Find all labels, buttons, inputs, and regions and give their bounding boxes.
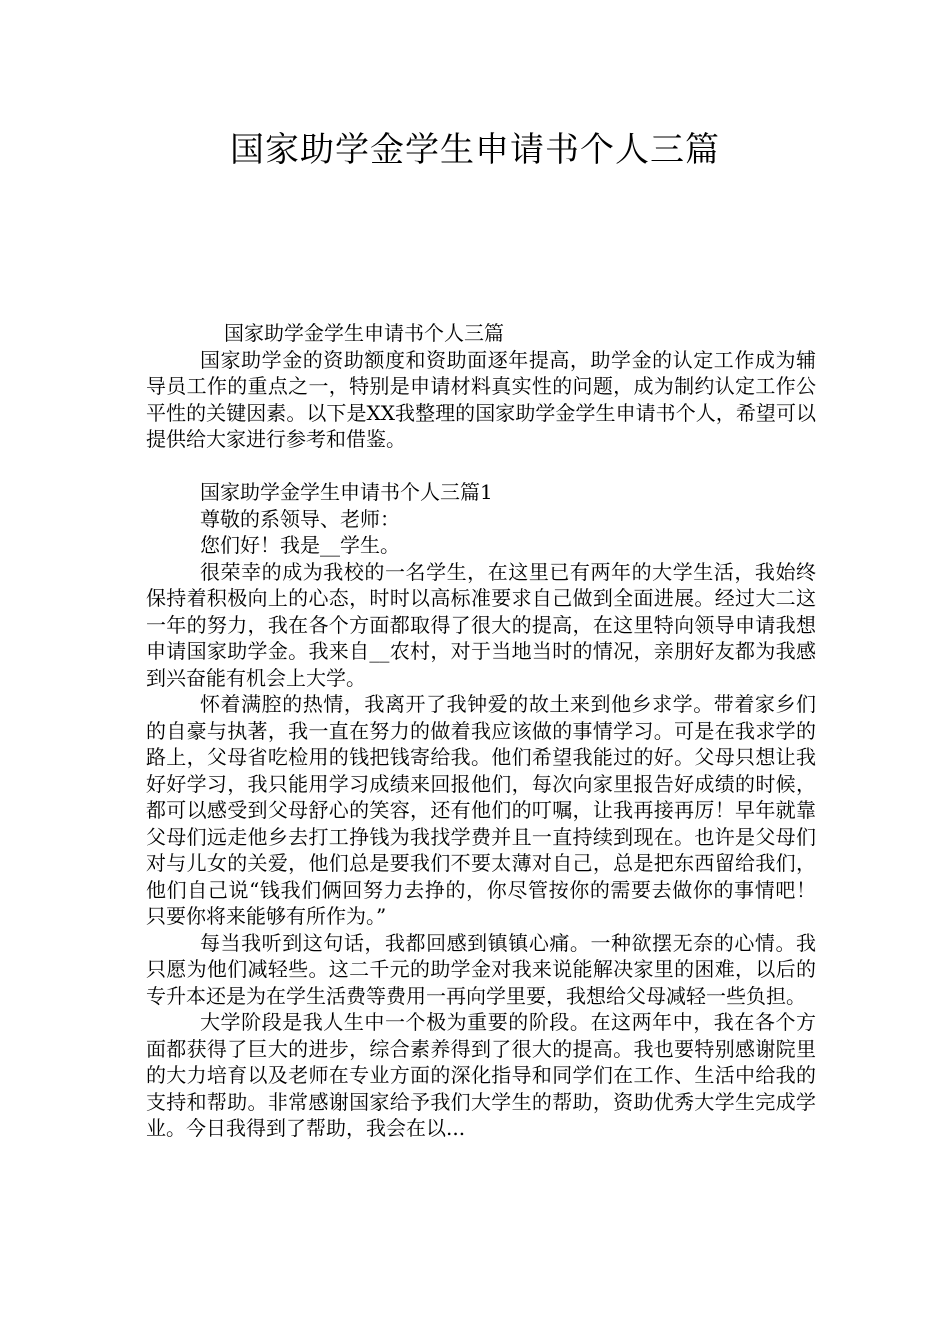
body-paragraph: 很荣幸的成为我校的一名学生，在这里已有两年的大学生活，我始终保持着积极向上的心态，时时以高标准要求自己做到全面进展。经过大二这一年的努力，我在各个方面都取得了很大的提高，在这里特向领导申请我想申请国家助学金。我来自__农村，对于当地当时的情况，亲朋好友都为我感到兴奋能有机会上大学。	[146, 559, 816, 690]
blank-line	[146, 453, 816, 480]
body-paragraph: 每当我听到这句话，我都回感到镇镇心痛。一种欲摆无奈的心情。我只愿为他们减轻些。这二千元的助学金对我来说能解决家里的困难，以后的专升本还是为在学生活费等费用一再向学里要，我想给父母减轻一些负担。	[146, 930, 816, 1008]
document-title: 国家助学金学生申请书个人三篇	[230, 130, 720, 170]
section-heading: 国家助学金学生申请书个人三篇1	[200, 480, 493, 504]
document-subtitle: 国家助学金学生申请书个人三篇	[224, 321, 504, 345]
body-paragraph: 怀着满腔的热情，我离开了我钟爱的故土来到他乡求学。带着家乡们的自豪与执著，我一直在努力的做着我应该做的事情学习。可是在我求学的路上，父母省吃检用的钱把钱寄给我。他们希望我能过的好。父母只想让我好好学习，我只能用学习成绩来回报他们，每次向家里报告好成绩的时候，都可以感受到父母舒心的笑容，还有他们的叮嘱，让我再接再厉！早年就靠父母们远走他乡去打工挣钱为我找学费并且一直持续到现在。也许是父母们对与儿女的关爱，他们总是要我们不要太薄对自己，总是把东西留给我们，他们自己说“钱我们俩回努力去挣的，你尽管按你的需要去做你的事情吧！只要你将来能够有所作为。”	[146, 692, 816, 928]
salutation: 尊敬的系领导、老师：	[200, 506, 400, 531]
greeting: 您们好！我是__学生。	[200, 533, 400, 557]
document-body	[146, 320, 816, 1142]
intro-paragraph: 国家助学金的资助额度和资助面逐年提高，助学金的认定工作成为辅导员工作的重点之一，特别是申请材料真实性的问题，成为制约认定工作公平性的关键因素。以下是XX我整理的国家助学金学生申请书个人，希望可以提供给大家进行参考和借鉴。	[146, 347, 816, 451]
body-paragraph: 大学阶段是我人生中一个极为重要的阶段。在这两年中，我在各个方面都获得了巨大的进步，综合素养得到了很大的提高。我也要特别感谢院里的大力培育以及老师在专业方面的深化指导和同学们在工作、生活中给我的支持和帮助。非常感谢国家给予我们大学生的帮助，资助优秀大学生完成学业。今日我得到了帮助，我会在以...	[146, 1010, 816, 1140]
